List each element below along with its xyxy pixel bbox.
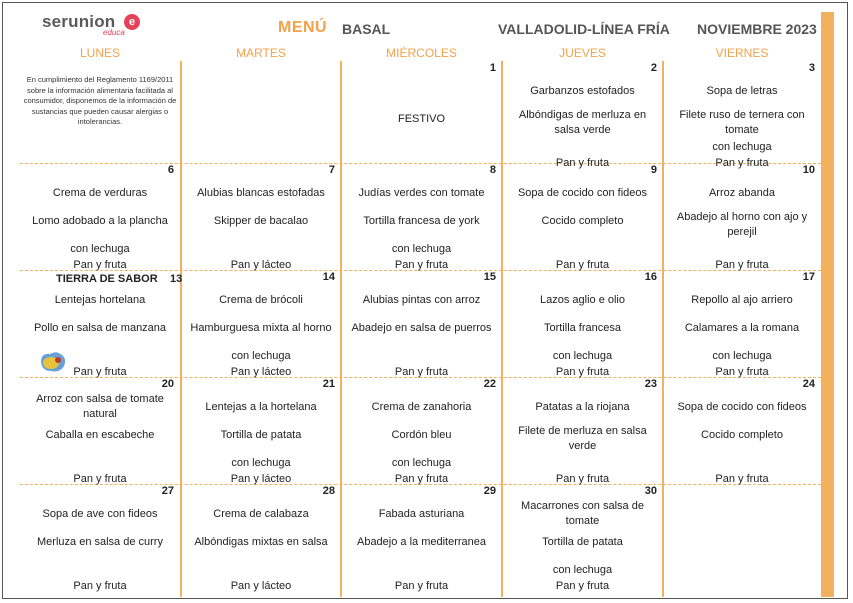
day-number: 23 [644,378,657,390]
dayname-2: MIÉRCOLES [386,46,457,60]
column-divider [662,61,664,597]
first-course: Fabada asturiana [378,508,465,520]
second-course: Caballa en escabeche [45,429,155,441]
second-course: FESTIVO [397,113,446,125]
day-number: 10 [802,164,815,176]
day-number: 14 [322,271,335,283]
column-divider [340,61,342,597]
first-course: Alubias blancas estofadas [197,187,325,199]
brand-badge-icon: e [124,14,140,30]
side-dish: con lechuga [70,243,130,255]
side-dish: con lechuga [552,564,613,576]
first-course: Arroz con salsa de tomate natural [36,393,164,420]
side-dish: con lechuga [391,243,452,255]
second-course: Filete ruso de ternera con tomate [679,109,805,136]
dessert: Pan y fruta [73,259,127,271]
second-course: Abadejo al horno con ajo y perejil [676,211,808,238]
day-number: 20 [161,378,174,390]
day-number: 3 [808,62,815,74]
first-course: Lentejas a la hortelana [205,401,317,413]
column-divider [180,61,182,597]
day-number: 7 [328,164,335,176]
first-course: Macarrones con salsa de tomate [521,500,644,527]
dessert: Pan y fruta [715,473,769,485]
second-course: Calamares a la romana [684,322,800,334]
location-label: VALLADOLID-LÍNEA FRÍA [498,21,670,37]
first-course: Crema de verduras [52,187,148,199]
day-number: 24 [802,378,815,390]
day-number: 6 [167,164,174,176]
dayname-4: VIERNES [715,46,769,60]
day-number: 30 [644,485,657,497]
dessert: Pan y fruta [715,157,769,169]
first-course: Sopa de ave con fideos [42,508,158,520]
first-course: Crema de calabaza [213,508,309,520]
first-course: Sopa de letras [706,85,778,97]
day-number: 15 [483,271,496,283]
dessert: Pan y fruta [555,580,610,592]
first-course: Repollo al ajo arriero [691,294,793,306]
first-course: Sopa de cocido con fideos [677,401,807,413]
second-course: Merluza en salsa de curry [37,536,163,548]
dayname-0: LUNES [79,46,120,60]
side-dish: con lechuga [712,141,772,153]
second-course: Albóndigas de merluza en salsa verde [518,109,647,136]
dessert: Pan y fruta [555,366,610,378]
dessert: Pan y fruta [73,366,127,378]
dessert: Pan y fruta [73,580,127,592]
column-divider [501,61,503,597]
side-dish: con lechuga [231,350,291,362]
second-course: Lomo adobado a la plancha [32,215,168,227]
side-dish: con lechuga [552,350,613,362]
side-dish: con lechuga [231,457,291,469]
second-course: Tortilla francesa de york [363,215,480,227]
day-number: 1 [489,62,496,74]
day-number: 17 [802,271,815,283]
dessert: Pan y lácteo [230,580,292,592]
header [0,0,853,44]
month-label: NOVIEMBRE 2023 [697,21,817,37]
day-number: 29 [483,485,496,497]
dessert: Pan y lácteo [230,366,292,378]
second-course: Tortilla francesa [543,322,622,334]
dessert: Pan y fruta [555,157,610,169]
second-course: Tortilla de patata [220,429,302,441]
brand-logo: serunion [42,12,116,31]
dessert: Pan y lácteo [230,259,292,271]
dessert: Pan y fruta [555,259,610,271]
dessert: Pan y fruta [394,259,449,271]
day-number: 22 [483,378,496,390]
dessert: Pan y fruta [394,473,449,485]
second-course: Tortilla de patata [542,536,623,548]
tierra-de-sabor-icon [38,350,68,374]
day-number: 8 [489,164,496,176]
side-dish: con lechuga [391,457,452,469]
day-number: 16 [644,271,657,283]
second-course: Filete de merluza en salsa verde [518,425,647,452]
first-course: Crema de brócoli [219,294,303,306]
day-number: 21 [322,378,335,390]
first-course: Judías verdes con tomate [358,187,485,199]
first-course: Patatas a la riojana [535,401,630,413]
allergen-note: En cumplimiento del Reglamento 1169/2011 sobre la información alimentaria facilitada al consumidor, disponemos de la información de sustancias que pueden causar alergias o intolerancias. [23,75,177,126]
second-course: Abadejo en salsa de puerros [351,322,492,334]
first-course: Crema de zanahoria [371,401,472,413]
dessert: Pan y fruta [555,473,610,485]
first-course: Arroz abanda [708,187,776,199]
day-number: 28 [322,485,335,497]
side-dish: con lechuga [712,350,772,362]
second-course: Cordón bleu [391,429,452,441]
dessert: Pan y fruta [715,366,769,378]
second-course: Hamburguesa mixta al horno [190,322,332,334]
menu-label: MENÚ [278,19,328,36]
second-course: Albóndigas mixtas en salsa [194,536,328,548]
second-course: Cocido completo [541,215,624,227]
second-course: Abadejo a la mediterranea [356,536,487,548]
dessert: Pan y fruta [394,366,449,378]
tierra-de-sabor-label: TIERRA DE SABOR [56,273,158,285]
second-course: Cocido completo [701,429,783,441]
dessert: Pan y fruta [73,473,127,485]
first-course: Lazos aglio e olio [539,294,625,306]
dayname-1: MARTES [236,46,286,60]
dessert: Pan y lácteo [230,473,292,485]
first-course: Alubias pintas con arroz [362,294,481,306]
day-number: 27 [161,485,174,497]
dessert: Pan y fruta [394,580,449,592]
first-course: Garbanzos estofados [530,85,635,97]
second-course: Skipper de bacalao [213,215,309,227]
dessert: Pan y fruta [715,259,769,271]
first-course: Lentejas hortelana [54,294,146,306]
dayname-3: JUEVES [559,46,606,60]
first-course: Sopa de cocido con fideos [517,187,648,199]
side-band [821,12,834,597]
day-number: 13 [170,273,183,285]
second-course: Pollo en salsa de manzana [33,322,167,334]
diet-label: BASAL [342,21,391,37]
brand-sub: educa [103,28,125,37]
day-number: 9 [650,164,657,176]
day-number: 2 [650,62,657,74]
